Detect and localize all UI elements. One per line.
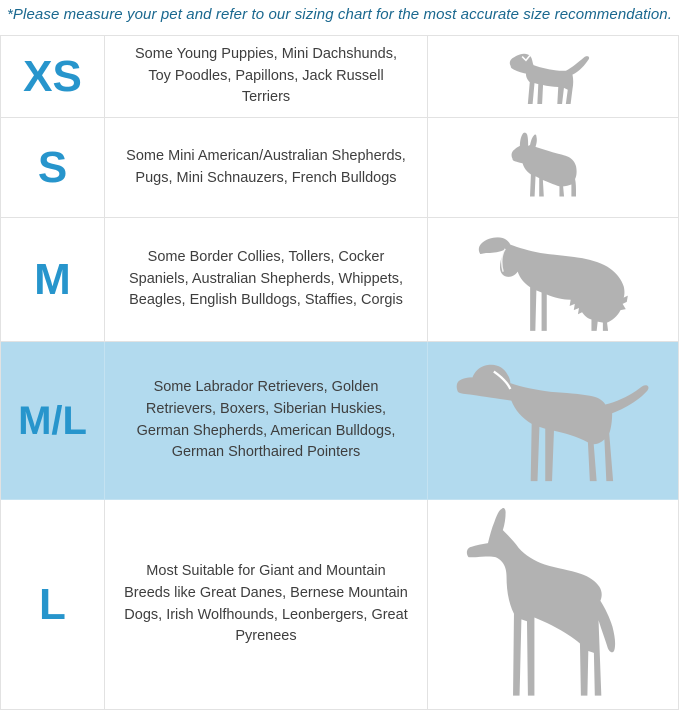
size-cell <box>1 500 105 709</box>
dog-cell <box>428 342 678 500</box>
dog-cell <box>428 500 678 709</box>
size-description: Some Mini American/Australian Shepherds, Pugs, Mini Schnauzers, French Bulldogs <box>126 147 406 186</box>
size-cell <box>1 118 105 218</box>
description-cell <box>105 218 428 342</box>
dog-cell <box>428 118 678 218</box>
jack-russell-dog-icon <box>506 45 601 108</box>
great-dane-dog-icon <box>460 506 646 703</box>
size-label: XS <box>23 51 82 101</box>
size-cell <box>1 342 105 500</box>
dog-cell <box>428 218 678 342</box>
description-cell <box>105 342 428 500</box>
description-cell <box>105 118 428 218</box>
labrador-retriever-dog-icon <box>451 357 655 485</box>
size-label: M/L <box>18 398 87 443</box>
size-description: Some Young Puppies, Mini Dachshunds, Toy Poodles, Papillons, Jack Russell Terriers <box>135 45 397 106</box>
size-description: Some Border Collies, Tollers, Cocker Spaniels, Australian Shepherds, Whippets, Beagles, English Bulldogs, Staffies, Corgis <box>128 248 404 309</box>
size-label: M <box>34 254 71 304</box>
size-description: Most Suitable for Giant and Mountain Breeds like Great Danes, Bernese Mountain Dogs, Irish Wolfhounds, Leonbergers, Great Pyrenees <box>124 563 408 645</box>
sizing-note: *Please measure your pet and refer to our sizing chart for the most accurate size recommendation. <box>7 6 673 23</box>
cocker-spaniel-dog-icon <box>474 227 632 333</box>
size-description: Some Labrador Retrievers, Golden Retrievers, Boxers, Siberian Huskies, German Shepherds, American Bulldogs, German Shorthaired Pointers <box>136 379 396 461</box>
size-label: S <box>37 142 68 192</box>
french-bulldog-dog-icon <box>507 131 599 205</box>
size-cell <box>1 218 105 342</box>
size-cell <box>1 36 105 118</box>
description-cell <box>105 36 428 118</box>
sizing-chart-table <box>0 35 679 710</box>
description-cell <box>105 500 428 709</box>
dog-cell <box>428 36 678 118</box>
size-label: L <box>39 579 66 629</box>
